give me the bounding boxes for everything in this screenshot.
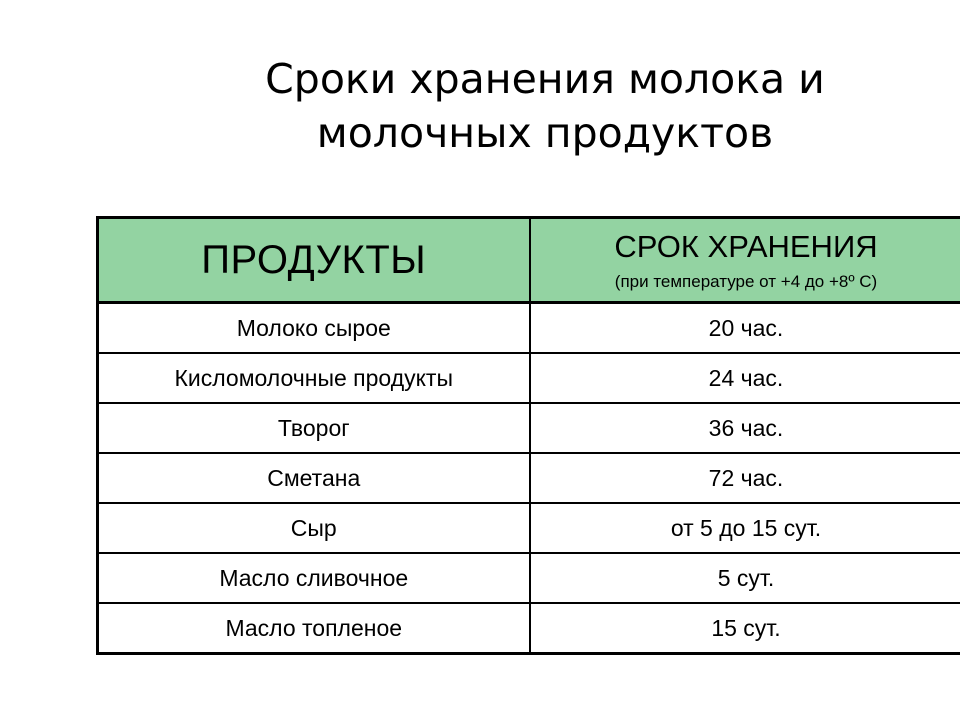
term-cell: 20 час.: [530, 303, 960, 354]
table-header-row: [98, 218, 960, 303]
product-cell: Масло топленое: [98, 603, 530, 654]
header-products: [98, 218, 530, 303]
table-row: [98, 603, 960, 654]
product-cell: Сметана: [98, 453, 530, 503]
table-row: [98, 403, 960, 453]
table-row: [98, 503, 960, 553]
storage-table: [96, 216, 960, 655]
table-row: [98, 553, 960, 603]
header-term: [530, 218, 960, 303]
product-cell: Творог: [98, 403, 530, 453]
term-cell: 5 сут.: [530, 553, 960, 603]
term-cell: 72 час.: [530, 453, 960, 503]
table-row: [98, 453, 960, 503]
product-cell: Сыр: [98, 503, 530, 553]
table-row: [98, 303, 960, 354]
header-term-label: СРОК ХРАНЕНИЯ: [614, 229, 878, 264]
title-line-2: молочных продуктов: [316, 109, 774, 157]
term-cell: 36 час.: [530, 403, 960, 453]
product-cell: Масло сливочное: [98, 553, 530, 603]
page-title: [200, 52, 890, 160]
product-cell: Кисломолочные продукты: [98, 353, 530, 403]
title-line-1: Сроки хранения молока и: [265, 55, 825, 103]
term-cell: от 5 до 15 сут.: [530, 503, 960, 553]
term-cell: 24 час.: [530, 353, 960, 403]
header-products-label: ПРОДУКТЫ: [201, 237, 427, 282]
header-term-note: (при температуре от +4 до +8º С): [614, 272, 878, 291]
product-cell: Молоко сырое: [98, 303, 530, 354]
term-cell: 15 сут.: [530, 603, 960, 654]
table-row: [98, 353, 960, 403]
